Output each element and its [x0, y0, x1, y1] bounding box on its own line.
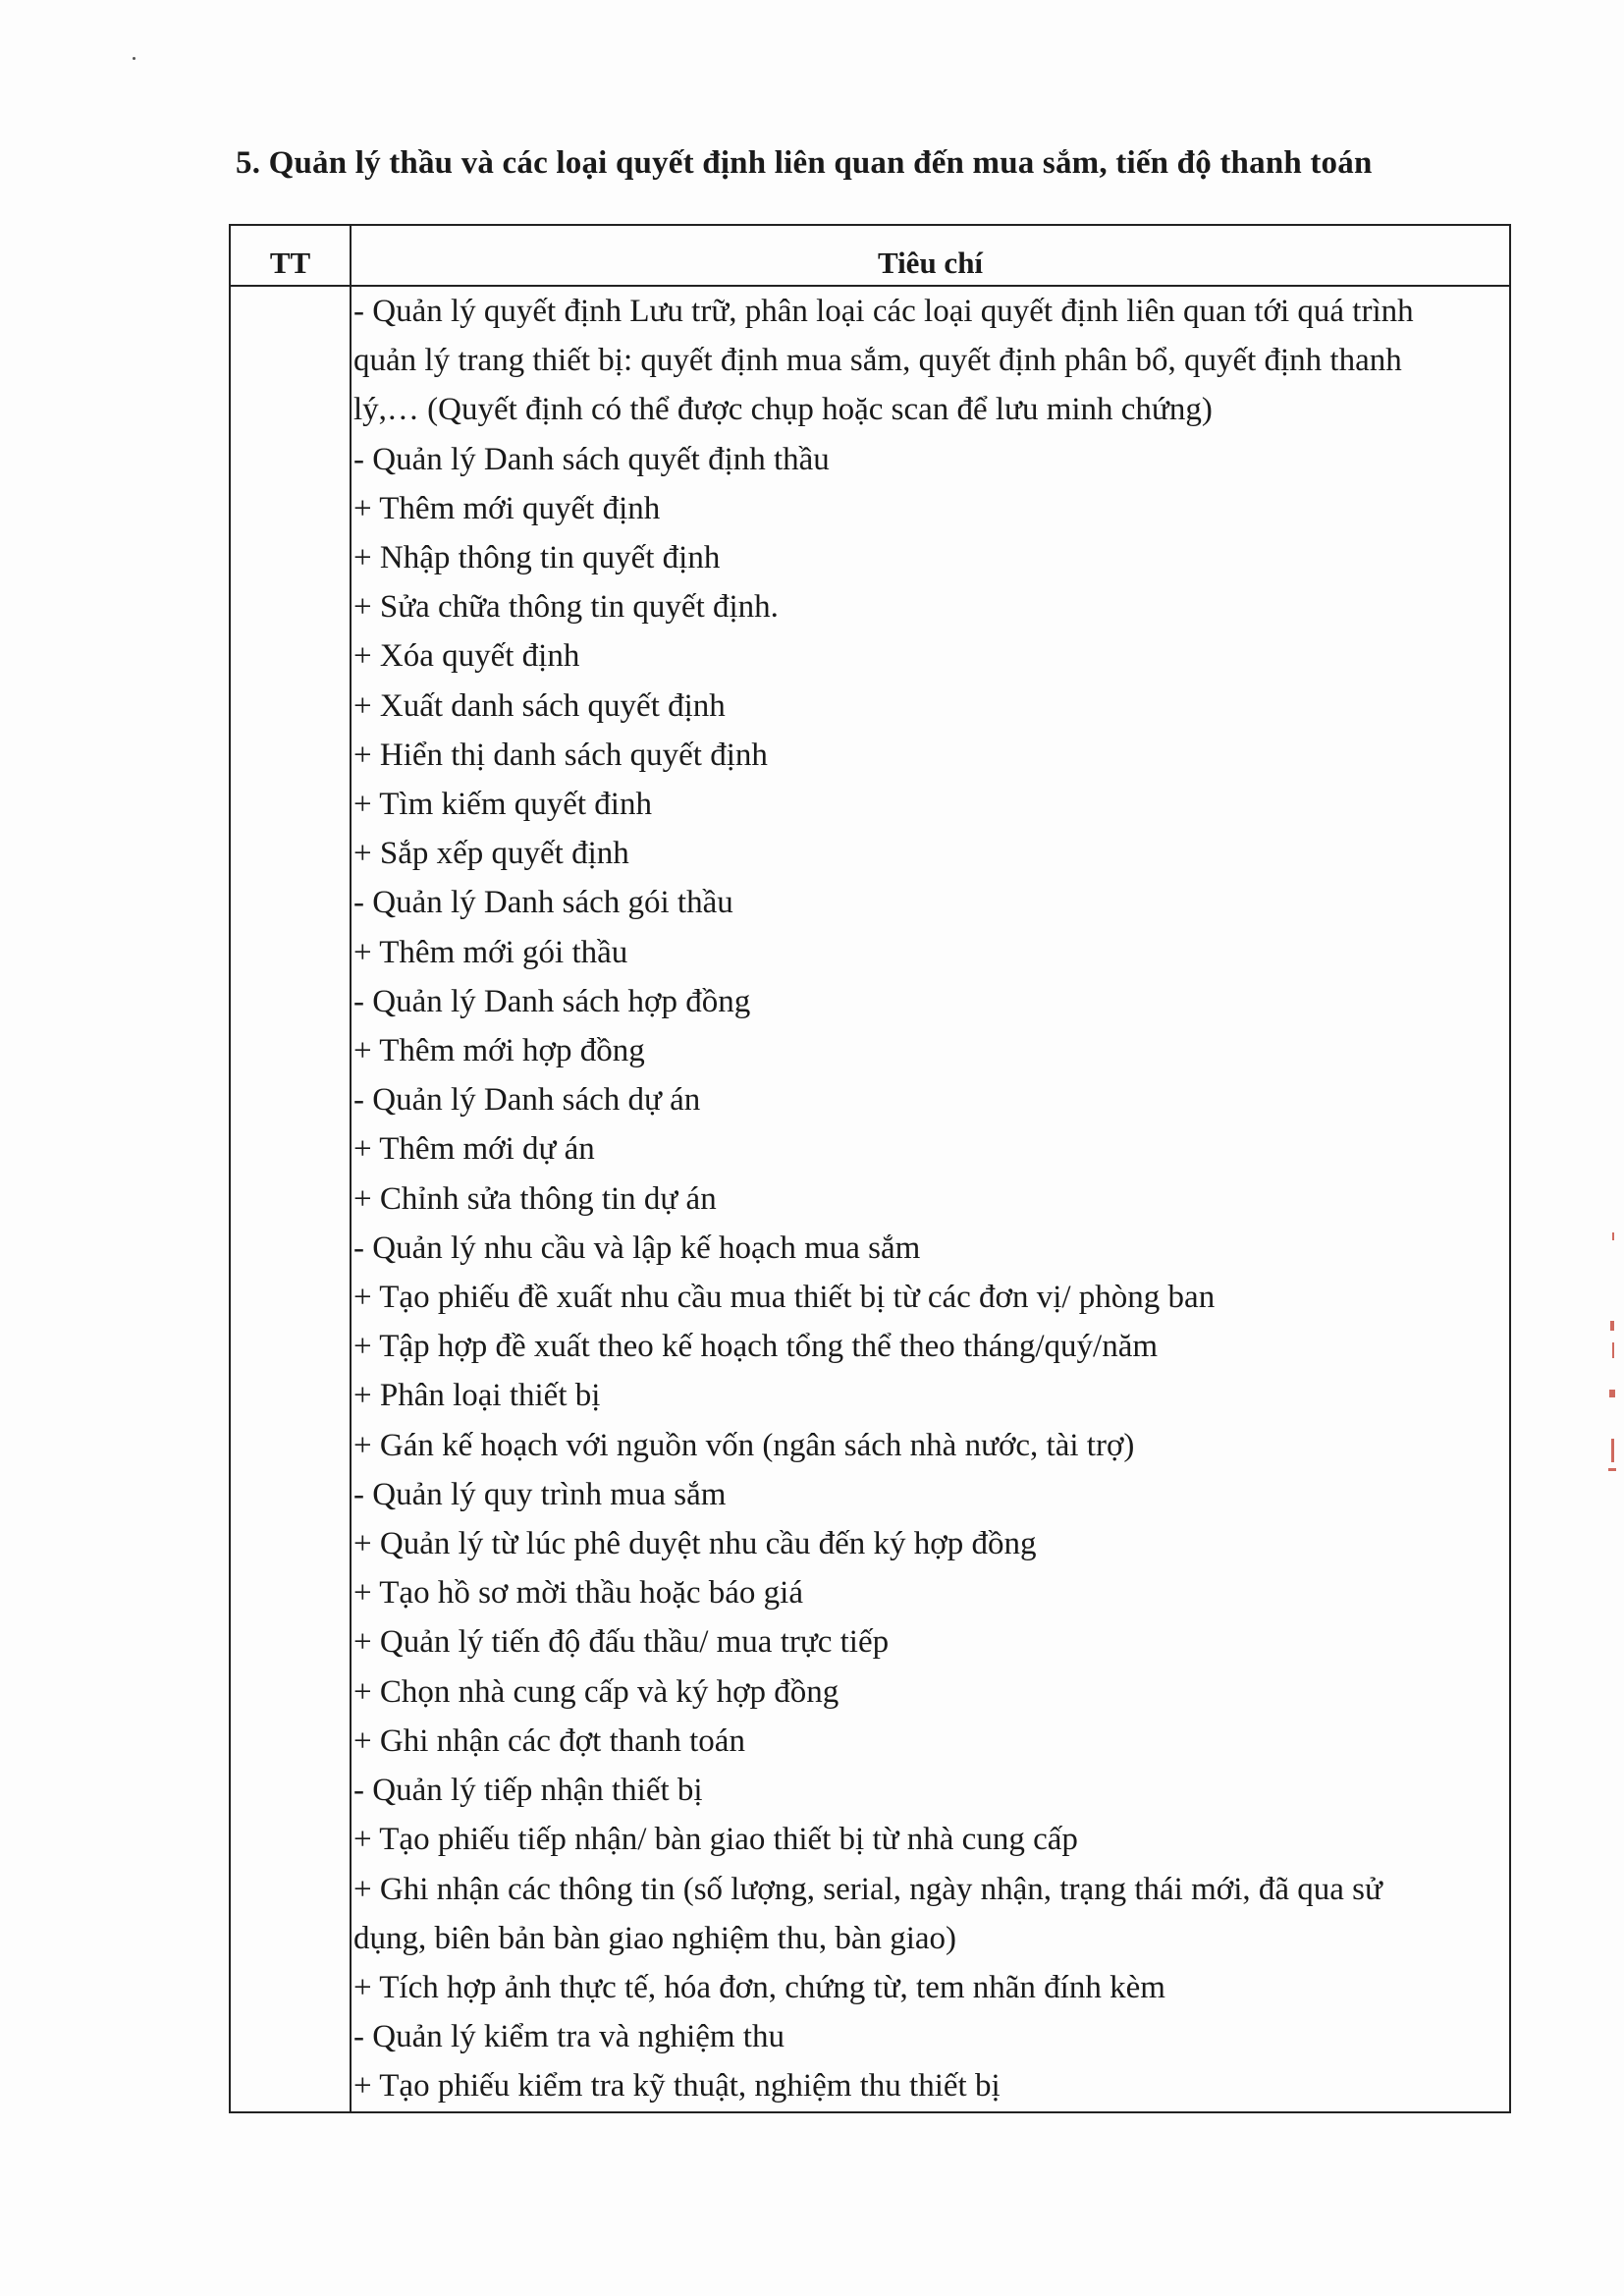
margin-stamp-mark [1606, 1232, 1618, 1527]
criteria-line: + Tập hợp đề xuất theo kế hoạch tổng thể theo tháng/quý/năm [353, 1329, 1159, 1365]
criteria-line: - Quản lý Danh sách quyết định thầu [353, 441, 830, 477]
table-body [230, 286, 1510, 2112]
criteria-line: - Quản lý kiểm tra và nghiệm thu [353, 2019, 785, 2055]
criteria-line: lý,… (Quyết định có thể được chụp hoặc scan để lưu minh chứng) [353, 392, 1213, 428]
criteria-line: + Thêm mới quyết định [353, 490, 661, 526]
criteria-table [229, 224, 1511, 2113]
criteria-line: + Gán kế hoạch với nguồn vốn (ngân sách nhà nước, tài trợ) [353, 1427, 1135, 1463]
criteria-line: + Ghi nhận các đợt thanh toán [353, 1722, 745, 1759]
header-criteria: Tiêu chí [351, 225, 1510, 286]
criteria-line: + Sắp xếp quyết định [353, 836, 629, 872]
criteria-line: + Chọn nhà cung cấp và ký hợp đồng [353, 1673, 839, 1710]
criteria-line: + Quản lý từ lúc phê duyệt nhu cầu đến ký hợp đồng [353, 1526, 1037, 1562]
criteria-line: + Tìm kiếm quyết đinh [353, 787, 652, 823]
criteria-line: + Chỉnh sửa thông tin dự án [353, 1180, 717, 1217]
criteria-line: - Quản lý Danh sách dự án [353, 1082, 701, 1119]
criteria-line: + Hiển thị danh sách quyết định [353, 737, 768, 773]
criteria-line: - Quản lý Danh sách gói thầu [353, 885, 733, 921]
criteria-line: + Quản lý tiến độ đấu thầu/ mua trực tiếp [353, 1624, 890, 1661]
criteria-line: + Thêm mới dự án [353, 1131, 595, 1168]
criteria-line: + Tạo hồ sơ mời thầu hoặc báo giá [353, 1575, 803, 1612]
criteria-line: - Quản lý quy trình mua sắm [353, 1476, 727, 1512]
criteria-line: + Thêm mới hợp đồng [353, 1033, 645, 1069]
table-header-row [230, 225, 1510, 286]
criteria-line: + Xuất danh sách quyết định [353, 687, 726, 724]
criteria-line: + Xóa quyết định [353, 638, 580, 675]
scan-speck [133, 57, 135, 60]
section-title: 5. Quản lý thầu và các loại quyết định liên quan đến mua sắm, tiến độ thanh toán [236, 145, 1373, 181]
criteria-line: + Tạo phiếu kiểm tra kỹ thuật, nghiệm thu thiết bị [353, 2068, 1001, 2105]
criteria-line: quản lý trang thiết bị: quyết định mua sắm, quyết định phân bổ, quyết định thanh [353, 343, 1402, 379]
criteria-line: - Quản lý tiếp nhận thiết bị [353, 1773, 703, 1809]
criteria-line: + Sửa chữa thông tin quyết định. [353, 589, 779, 626]
criteria-line: + Nhập thông tin quyết định [353, 540, 721, 576]
criteria-line: + Phân loại thiết bị [353, 1378, 601, 1414]
criteria-cell [351, 286, 1510, 2112]
criteria-line: - Quản lý nhu cầu và lập kế hoạch mua sắm [353, 1230, 921, 1266]
criteria-line: + Tạo phiếu đề xuất nhu cầu mua thiết bị từ các đơn vị/ phòng ban [353, 1280, 1216, 1316]
criteria-line: + Tạo phiếu tiếp nhận/ bàn giao thiết bị từ nhà cung cấp [353, 1822, 1078, 1858]
table-row [230, 286, 1510, 2112]
criteria-line: + Thêm mới gói thầu [353, 934, 628, 970]
criteria-line: + Tích hợp ảnh thực tế, hóa đơn, chứng từ, tem nhãn đính kèm [353, 1969, 1165, 2005]
criteria-line: - Quản lý Danh sách hợp đồng [353, 983, 751, 1019]
criteria-line: - Quản lý quyết định Lưu trữ, phân loại các loại quyết định liên quan tới quá trình [353, 294, 1414, 329]
criteria-line: + Ghi nhận các thông tin (số lượng, serial, ngày nhận, trạng thái mới, đã qua sử [353, 1871, 1382, 1907]
criteria-line: dụng, biên bản bàn giao nghiệm thu, bàn giao) [353, 1920, 957, 1956]
tt-cell [230, 286, 351, 2112]
header-tt: TT [230, 225, 351, 286]
